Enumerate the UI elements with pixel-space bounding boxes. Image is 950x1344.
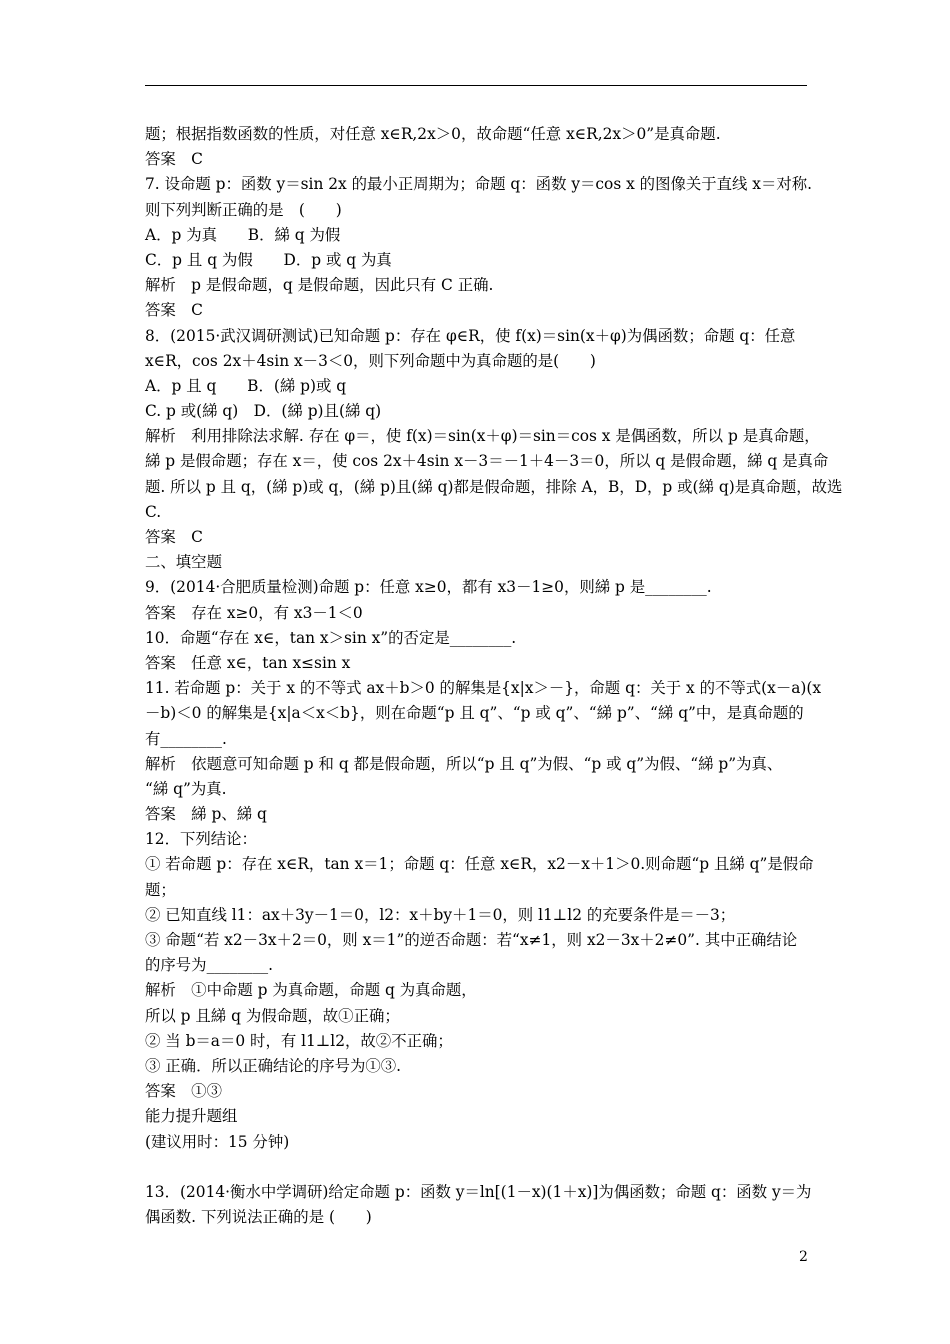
text-line: “綈 q”为真.	[145, 779, 227, 798]
text-line: 答案 C	[145, 301, 203, 320]
text-line: (建议用时：15 分钟)	[145, 1132, 290, 1151]
text-line: ③ 命题“若 x2－3x＋2＝0，则 x＝1”的逆否命题：若“x≠1，则 x2－3x＋2≠0”. 其中正确结论	[145, 931, 798, 949]
text-line: C.	[145, 502, 162, 521]
text-line: 8．(2015·武汉调研测试)已知命题 p：存在 φ∈R，使 f(x)＝sin(x＋φ)为偶函数；命题 q：任意	[145, 326, 796, 345]
text-line: 9．(2014·合肥质量检测)命题 p：任意 x≥0，都有 x3－1≥0，则綈 p 是________.	[145, 578, 712, 597]
text-line: 解析 ①中命题 p 为真命题，命题 q 为真命题，	[145, 981, 477, 1000]
text-line: 题；	[145, 880, 176, 899]
text-line: 能力提升题组	[145, 1107, 238, 1126]
blank-line	[145, 1155, 809, 1180]
text-line: 解析 利用排除法求解. 存在 φ＝，使 f(x)＝sin(x＋φ)＝sin＝cos x 是偶函数，所以 p 是真命题，	[145, 427, 820, 446]
document-body	[145, 122, 843, 1230]
text-line: x∈R，cos 2x＋4sin x－3＜0，则下列命题中为真命题的是( )	[145, 351, 596, 370]
text-line: 答案 存在 x≥0，有 x3－1＜0	[145, 603, 363, 622]
text-line: ① 若命题 p：存在 x∈R，tan x＝1；命题 q：任意 x∈R，x2－x＋1＞0.则命题“p 且綈 q”是假命	[145, 855, 814, 874]
text-line: ② 当 b＝a＝0 时，有 l1⊥l2，故②不正确；	[145, 1031, 453, 1050]
text-line: 12．下列结论：	[145, 830, 257, 849]
text-line: 綈 p 是假命题；存在 x＝，使 cos 2x＋4sin x－3＝－1＋4－3＝0，所以 q 是假命题，綈 q 是真命	[145, 452, 829, 471]
text-line: －b)＜0 的解集是{x|a＜x＜b}，则在命题“p 且 q”、“p 或 q”、“綈 p”、“綈 q”中，是真命题的	[145, 704, 804, 723]
text-line: 解析 依题意可知命题 p 和 q 都是假命题，所以“p 且 q”为假、“p 或 q”为假、“綈 p”为真、	[145, 754, 783, 773]
text-line: A．p 且 q B．(綈 p)或 q	[145, 376, 347, 395]
text-line: 的序号为________.	[145, 956, 274, 975]
text-line: 答案 綈 p、綈 q	[145, 805, 267, 824]
text-line: 11. 若命题 p：关于 x 的不等式 ax＋b＞0 的解集是{x|x＞－}，命题 q：关于 x 的不等式(x－a)(x	[145, 679, 822, 698]
text-line: C．p 且 q 为假 D．p 或 q 为真	[145, 250, 392, 269]
text-line: 则下列判断正确的是 ( )	[145, 200, 342, 219]
text-line: 10．命题“存在 x∈，tan x＞sin x”的否定是________.	[145, 628, 517, 647]
text-line: 答案 ①③	[145, 1082, 222, 1101]
text-line: C. p 或(綈 q) D．(綈 p)且(綈 q)	[145, 402, 382, 421]
text-line: 题；根据指数函数的性质，对任意 x∈R,2x＞0，故命题“任意 x∈R,2x＞0”是真命题.	[145, 125, 721, 143]
text-line: A．p 为真 B．綈 q 为假	[145, 225, 341, 244]
text-line: 偶函数. 下列说法正确的是 ( )	[145, 1208, 372, 1227]
text-line: 题. 所以 p 且 q，(綈 p)或 q，(綈 p)且(綈 q)都是假命题，排除 A，B，D，p 或(綈 q)是真命题，故选	[145, 477, 843, 496]
text-line: ③ 正确．所以正确结论的序号为①③.	[145, 1056, 402, 1075]
text-line: 所以 p 且綈 q 为假命题，故①正确；	[145, 1006, 400, 1025]
text-line: 答案 任意 x∈，tan x≤sin x	[145, 653, 351, 672]
text-line: 13．(2014·衡水中学调研)给定命题 p：函数 y＝ln[(1－x)(1＋x)]为偶函数；命题 q：函数 y＝为	[145, 1182, 812, 1201]
text-line: 答案 C	[145, 150, 203, 169]
header-rule	[145, 85, 807, 86]
text-line: ② 已知直线 l1：ax＋3y－1＝0，l2：x＋by＋1＝0，则 l1⊥l2 的充要条件是＝－3；	[145, 905, 736, 924]
text-line: 解析 p 是假命题，q 是假命题，因此只有 C 正确.	[145, 276, 494, 295]
text-line: 有________.	[145, 729, 227, 748]
text-line: 二、填空题	[145, 553, 222, 572]
page-number: 2	[799, 1249, 808, 1265]
text-line: 7. 设命题 p：函数 y＝sin 2x 的最小正周期为；命题 q：函数 y＝cos x 的图像关于直线 x＝对称.	[145, 175, 813, 194]
text-line: 答案 C	[145, 528, 203, 546]
